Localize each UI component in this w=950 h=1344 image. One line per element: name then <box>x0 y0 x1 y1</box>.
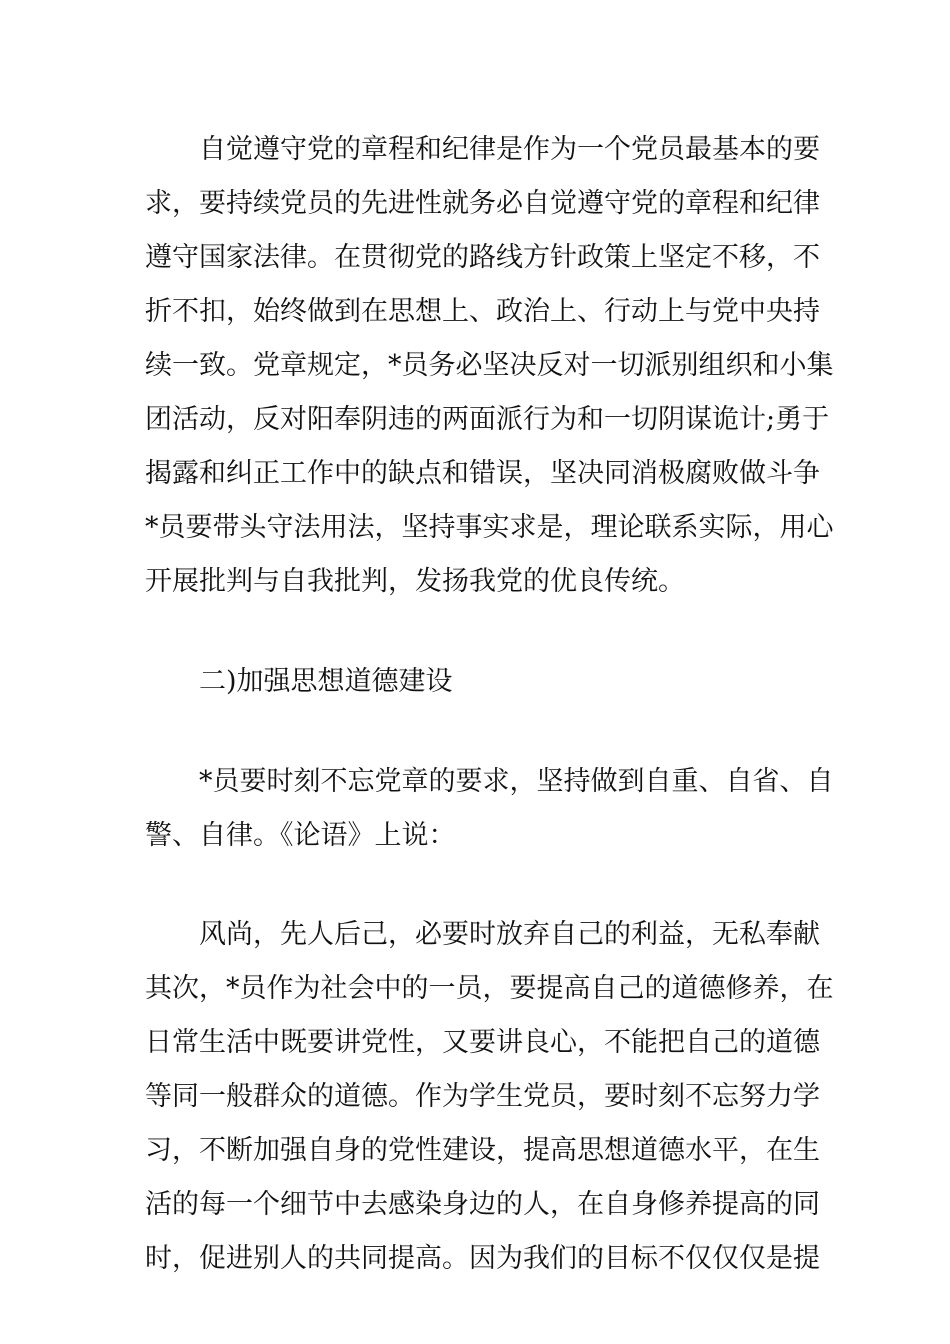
text-line: 等同一般群众的道德。作为学生党员，要时刻不忘努力学 <box>145 1081 820 1112</box>
paragraph-party-discipline <box>145 123 834 609</box>
text-line: 团活动，反对阳奉阴违的两面派行为和一切阴谋诡计;勇于 <box>145 404 830 435</box>
paragraph-spacer <box>145 709 807 755</box>
text-line: 日常生活中既要讲党性，又要讲良心，不能把自己的道德 <box>145 1027 820 1058</box>
paragraph-spacer <box>145 609 807 655</box>
text-line: *员要时刻不忘党章的要求，坚持做到自重、自省、自 <box>145 766 834 797</box>
text-line: 习，不断加强自身的党性建设，提高思想道德水平，在生 <box>145 1135 820 1166</box>
heading-text: 二)加强思想道德建设 <box>145 666 453 697</box>
text-line: *员要带头守法用法，坚持事实求是，理论联系实际，用心 <box>145 512 834 543</box>
paragraph-spacer <box>145 863 807 908</box>
section-heading <box>145 655 807 709</box>
text-line: 开展批判与自我批判，发扬我党的优良传统。 <box>145 566 685 597</box>
text-line: 警、自律。《论语》上说： <box>145 820 456 851</box>
text-line: 活的每一个细节中去感染身边的人，在自身修养提高的同 <box>145 1189 820 1220</box>
paragraph-party-charter <box>145 755 834 863</box>
text-line: 风尚，先人后己，必要时放弃自己的利益，无私奉献 <box>145 919 820 950</box>
paragraph-moral-cultivation <box>145 908 834 1286</box>
document-body <box>145 123 834 1286</box>
text-line: 求，要持续党员的先进性就务必自觉遵守党的章程和纪律 <box>145 188 820 219</box>
text-line: 遵守国家法律。在贯彻党的路线方针政策上坚定不移，不 <box>145 242 820 273</box>
text-line: 时，促进别人的共同提高。因为我们的目标不仅仅仅是提 <box>145 1243 820 1274</box>
text-line: 续一致。党章规定，*员务必坚决反对一切派别组织和小集 <box>145 350 834 381</box>
text-line: 其次，*员作为社会中的一员，要提高自己的道德修养，在 <box>145 973 834 1004</box>
text-line: 自觉遵守党的章程和纪律是作为一个党员最基本的要 <box>145 134 820 165</box>
text-line: 折不扣，始终做到在思想上、政治上、行动上与党中央持 <box>145 296 820 327</box>
text-line: 揭露和纠正工作中的缺点和错误，坚决同消极腐败做斗争 <box>145 458 820 489</box>
